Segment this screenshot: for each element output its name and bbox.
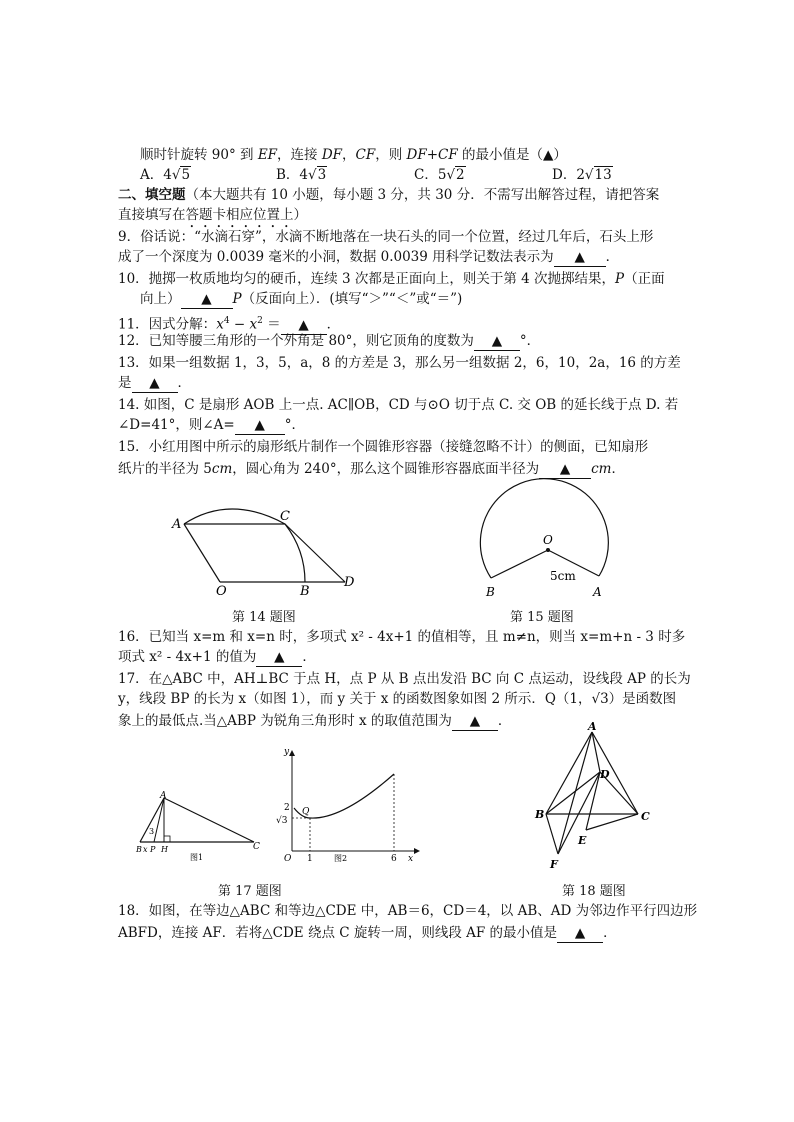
q13-line1: 13．如果一组数据 1，3，5，a，8 的方差是 3，那么另一组数据 2，6，10，2a，16 的方差 <box>118 355 681 371</box>
q9-line2: 成了一个深度为 0.0039 毫米的小洞，数据 0.0039 用科学记数法表示为 ▲ ． <box>118 249 620 265</box>
q14-line2: ∠D=41°，则∠A= ▲ °． <box>118 417 305 433</box>
svg-text:6: 6 <box>391 854 397 864</box>
svg-text:A: A <box>160 791 167 801</box>
svg-text:B: B <box>136 845 142 854</box>
q16-line2: 项式 x² - 4x+1 的值为 ▲ ． <box>118 649 316 665</box>
q8-comma: ， <box>342 147 356 163</box>
svg-text:图1: 图1 <box>190 853 204 862</box>
section2-header <box>118 186 659 204</box>
q16-line1: 16．已知当 x=m 和 x=n 时，多项式 x² - 4x+1 的值相等，且 m≠n，则当 x=m+n - 3 时多 <box>118 629 686 645</box>
q17-blank[interactable]: ▲ <box>452 712 498 731</box>
label-o: O <box>216 584 227 599</box>
q8-cf: CF <box>355 147 376 163</box>
label-d: D <box>344 575 355 590</box>
section2-desc-line2: 直接填写在答题卡相应位置上） <box>118 207 307 223</box>
q15-blank[interactable]: ▲ <box>539 460 591 479</box>
figure-17-graph <box>276 747 422 864</box>
svg-text:1: 1 <box>307 854 313 864</box>
svg-text:C: C <box>641 810 650 823</box>
svg-text:O: O <box>284 854 292 864</box>
option-c: C．5√2 <box>414 167 465 183</box>
q9-line1: 9．俗话说：“水滴石穿”，水滴不断地落在一块石头的同一个位置，经过几年后，石头上形 <box>118 229 654 245</box>
fig15-caption: 第 15 题图 <box>510 610 574 625</box>
q8-text2: ，连接 <box>277 147 322 163</box>
q8-sum: DF+CF <box>406 147 458 163</box>
q8-text: 顺时针旋转 90° 到 <box>140 147 258 163</box>
fig18-caption: 第 18 题图 <box>562 884 626 899</box>
svg-text:A: A <box>588 720 597 733</box>
q18-line2: ABFD，连接 AF．若将△CDE 绕点 C 旋转一周，则线段 AF 的最小值是 ▲ ． <box>118 925 617 941</box>
svg-text:P: P <box>150 845 156 854</box>
label-b: B <box>486 585 495 599</box>
q13-blank[interactable]: ▲ <box>132 374 178 393</box>
figure-18 <box>530 722 655 872</box>
q8-text4: 的最小值是（▲） <box>457 147 567 163</box>
svg-text:H: H <box>161 845 168 854</box>
svg-text:√3: √3 <box>276 816 288 826</box>
q17-line1: 17．在△ABC 中，AH⊥BC 于点 H，点 P 从 B 点出发沿 BC 向 C 点运动，设线段 AP 的长为 <box>118 671 691 687</box>
svg-text:3: 3 <box>149 827 155 836</box>
q8-line <box>140 146 567 164</box>
q8-df: DF <box>321 147 343 163</box>
label-b: B <box>300 584 310 599</box>
option-a: A．4√5 <box>140 167 191 183</box>
label-o: O <box>543 533 553 547</box>
q15-line1: 15．小红用图中所示的扇形纸片制作一个圆锥形容器（接缝忽略不计）的侧面，已知扇形 <box>118 439 649 455</box>
q10-line1: 10．抛掷一枚质地均匀的硬币，连续 3 次都是正面向上，则关于第 4 次抛掷结果，P（正面 <box>118 271 665 287</box>
q9-blank[interactable]: ▲ <box>554 248 606 267</box>
q12-blank[interactable]: ▲ <box>474 332 520 351</box>
q10-blank[interactable]: ▲ <box>181 290 233 309</box>
svg-text:y: y <box>284 747 290 757</box>
label-a: A <box>172 517 182 532</box>
svg-text:图2: 图2 <box>334 854 348 863</box>
svg-text:x: x <box>408 854 414 864</box>
label-a: A <box>593 585 602 599</box>
svg-text:Q: Q <box>302 807 310 817</box>
q14-blank[interactable]: ▲ <box>235 416 285 435</box>
q17-line2: y，线段 BP 的长为 x（如图 1），而 y 关于 x 的函数图象如图 2 所示．Q（1，√3）是函数图 <box>118 691 677 707</box>
section2-title: 二、填空题 <box>118 187 186 203</box>
svg-text:F: F <box>550 858 558 871</box>
option-d: D．2√13 <box>552 167 612 183</box>
label-radius: 5cm <box>550 569 576 583</box>
figure-15 <box>480 492 620 604</box>
q17-line3: 象上的最低点.当△ABP 为锐角三角形时 x 的取值范围为 ▲ ． <box>118 713 512 729</box>
svg-text:E: E <box>578 834 587 847</box>
svg-text:C: C <box>253 842 260 852</box>
q11-blank[interactable]: ▲ <box>281 316 327 335</box>
label-c: C <box>280 509 290 524</box>
q18-line1: 18．如图，在等边△ABC 和等边△CDE 中，AB＝6，CD＝4，以 AB、AD 为邻边作平行四边形 <box>118 903 698 919</box>
q18-blank[interactable]: ▲ <box>557 924 603 943</box>
fig17-caption: 第 17 题图 <box>218 884 282 899</box>
q8-text3: ，则 <box>375 147 407 163</box>
q10-line2: 向上） ▲ P（反面向上）．(填写“＞”“＜”或“＝”) <box>140 291 463 307</box>
svg-text:x: x <box>143 845 148 854</box>
q12-line: 12．已知等腰三角形的一个外角是 80°，则它顶角的度数为 ▲ °． <box>118 333 541 349</box>
svg-text:D: D <box>600 768 610 781</box>
svg-text:B: B <box>535 808 545 821</box>
fig14-caption: 第 14 题图 <box>232 610 296 625</box>
svg-text:2: 2 <box>284 803 290 813</box>
figure-17-triangle <box>134 790 264 860</box>
figure-14 <box>170 498 370 608</box>
q11-line: 11．因式分解：$x^4 - x^2$ ＝ ▲ ． <box>118 316 341 333</box>
emphasis-text: 答题卡相应位置上 <box>185 207 294 223</box>
q13-line2: 是 ▲ ． <box>118 375 191 391</box>
q16-blank[interactable]: ▲ <box>256 648 302 667</box>
q8-ef: EF <box>257 147 278 163</box>
option-b: B．4√3 <box>276 167 327 183</box>
q15-line2: 纸片的半径为 5cm，圆心角为 240°，那么这个圆锥形容器底面半径为 ▲ cm． <box>118 461 625 477</box>
q14-line1: 14. 如图，C 是扇形 AOB 上一点. AC∥OB，CD 与⊙O 切于点 C. 交 OB 的延长线于点 D. 若 <box>118 397 679 413</box>
section2-desc: （本大题共有 10 小题，每小题 3 分，共 30 分．不需写出解答过程，请把答案 <box>185 187 660 203</box>
